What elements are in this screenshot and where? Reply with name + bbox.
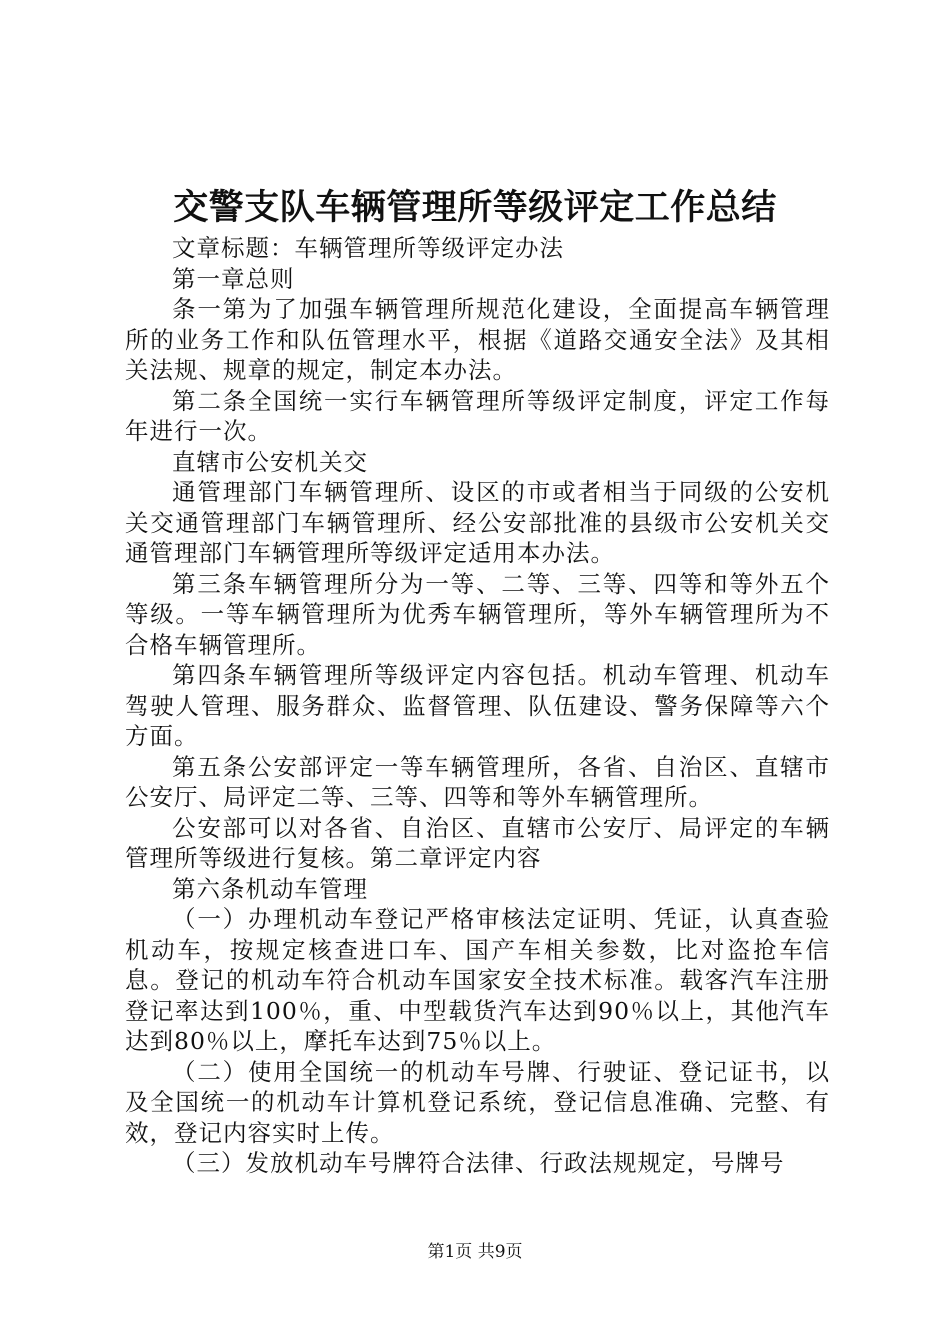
- paragraph-fragment: 直辖市公安机关交: [172, 447, 368, 476]
- paragraph-article-3: 第三条车辆管理所分为一等、二等、三等、四等和等外五个等级。一等车辆管理所为优秀车辆管理所，等外车辆管理所为不合格车辆管理所。: [125, 569, 830, 659]
- paragraph-item-3: （三）发放机动车号牌符合法律、行政法规规定，号牌号: [172, 1149, 785, 1177]
- page-number: 第1页 共9页: [427, 1242, 523, 1262]
- paragraph-article-title: 文章标题：车辆管理所等级评定办法: [172, 234, 564, 262]
- paragraph-scope: 通管理部门车辆管理所、设区的市或者相当于同级的公安机关交通管理部门车辆管理所、经公安部批准的县级市公安机关交通管理部门车辆管理所等级评定适用本办法。: [125, 478, 830, 567]
- paragraph-article-2: 第二条全国统一实行车辆管理所等级评定制度，评定工作每年进行一次。: [125, 386, 830, 445]
- paragraph-review: 公安部可以对各省、自治区、直辖市公安厅、局评定的车辆管理所等级进行复核。第二章评定内容: [125, 813, 830, 872]
- paragraph-chapter-one: 第一章总则: [172, 264, 295, 293]
- paragraph-article-6: 第六条机动车管理: [172, 874, 368, 903]
- document-title: 交警支队车辆管理所等级评定工作总结: [173, 187, 777, 228]
- paragraph-article-4: 第四条车辆管理所等级评定内容包括。机动车管理、机动车驾驶人管理、服务群众、监督管理、队伍建设、警务保障等六个方面。: [125, 661, 830, 750]
- paragraph-item-1: （一）办理机动车登记严格审核法定证明、凭证，认真查验机动车，按规定核查进口车、国产车相关参数，比对盗抢车信息。登记的机动车符合机动车国家安全技术标准。载客汽车注册登记率达到100％，重、中型载货汽车达到90％以上，其他汽车达到80％以上，摩托车达到75％以上。: [125, 905, 830, 1055]
- paragraph-article-1: 条一第为了加强车辆管理所规范化建设，全面提高车辆管理所的业务工作和队伍管理水平，根据《道路交通安全法》及其相关法规、规章的规定，制定本办法。: [125, 295, 830, 384]
- document-body: [125, 233, 830, 1179]
- paragraph-item-2: （二）使用全国统一的机动车号牌、行驶证、登记证书，以及全国统一的机动车计算机登记系统，登记信息准确、完整、有效，登记内容实时上传。: [125, 1057, 830, 1147]
- paragraph-article-5: 第五条公安部评定一等车辆管理所，各省、自治区、直辖市公安厅、局评定二等、三等、四等和等外车辆管理所。: [125, 752, 830, 811]
